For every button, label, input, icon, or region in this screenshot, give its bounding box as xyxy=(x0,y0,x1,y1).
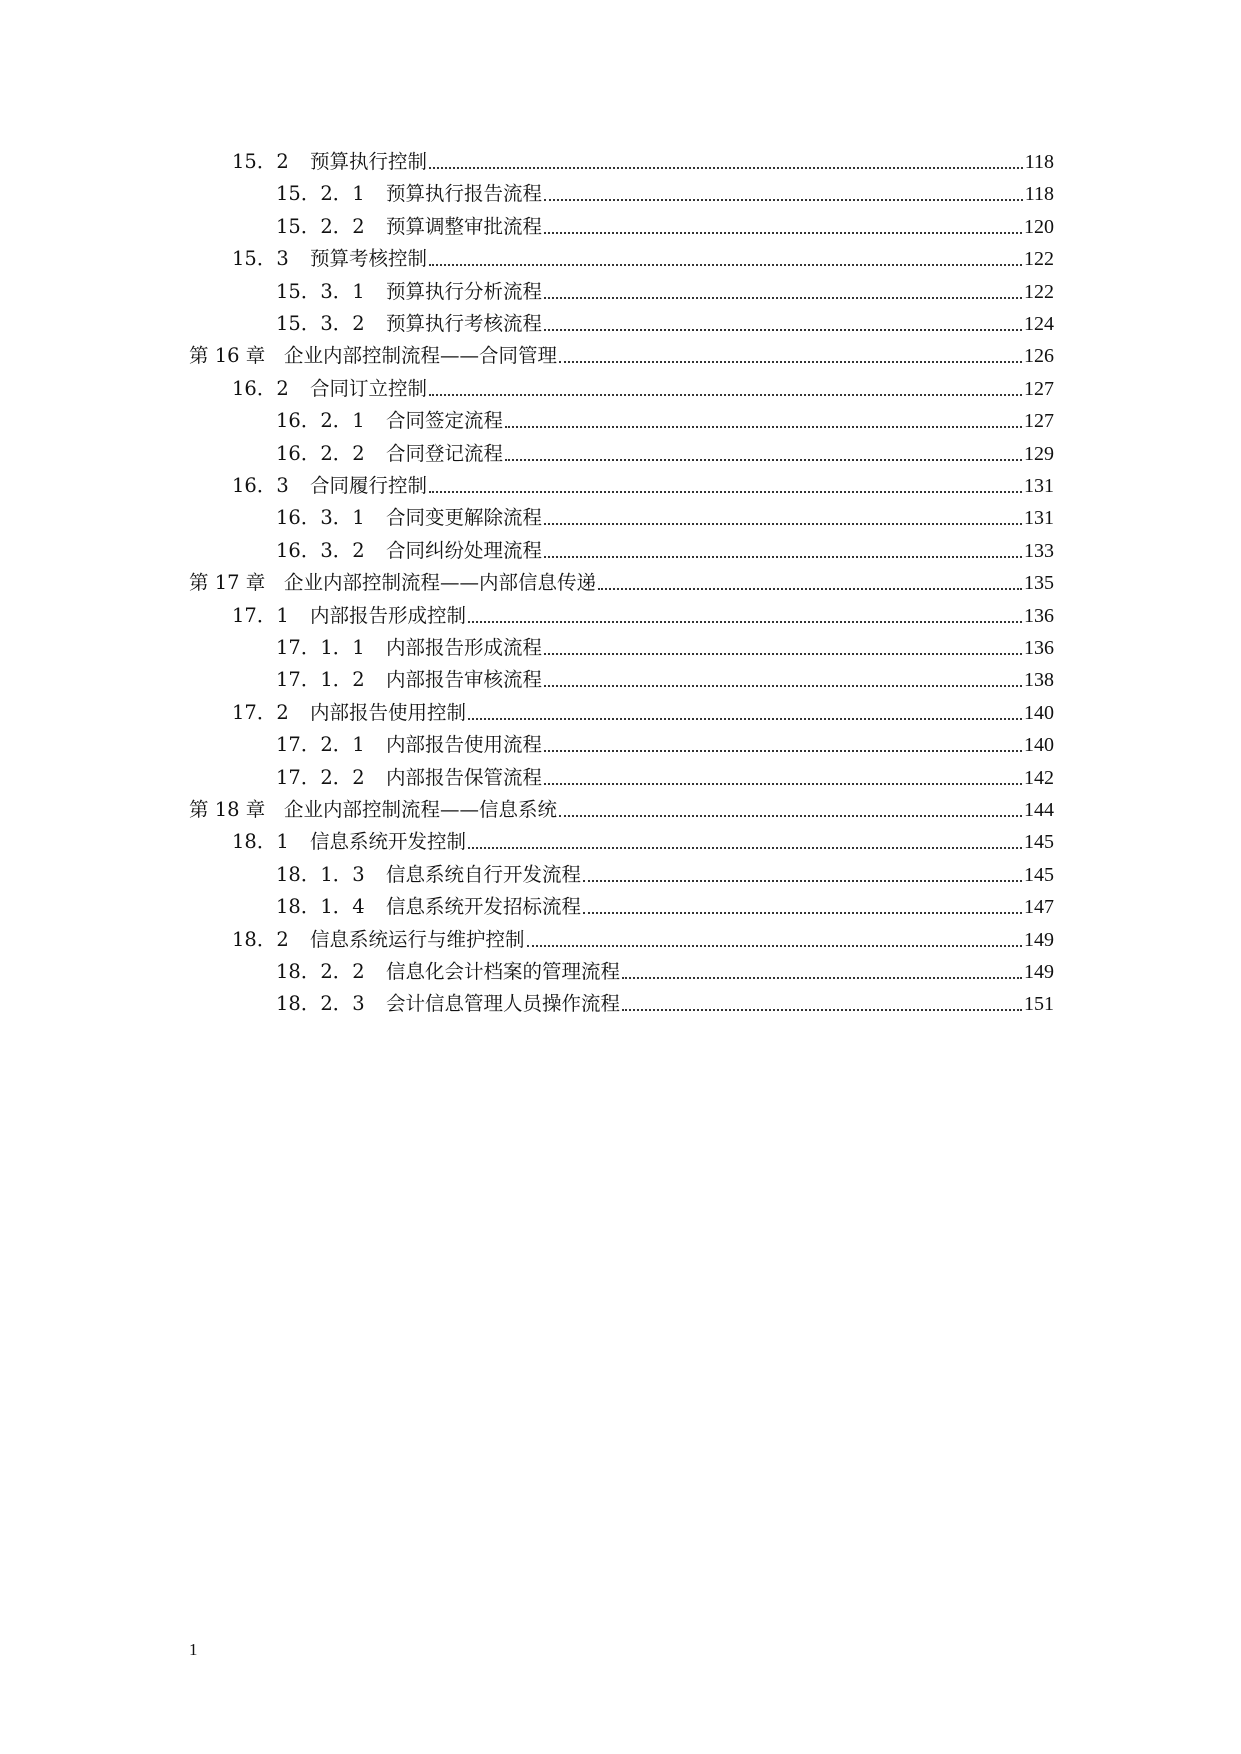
toc-dot-leader xyxy=(527,928,1022,952)
toc-entry-title: 会计信息管理人员操作流程 xyxy=(386,992,621,1016)
toc-entry-number: 16．2．1 xyxy=(276,409,365,433)
toc-entry-title: 内部报告使用控制 xyxy=(310,700,467,724)
toc-dot-leader xyxy=(544,215,1022,239)
toc-entry-page: 118 xyxy=(1024,183,1054,206)
toc-entry-number: 17．1．2 xyxy=(276,668,365,692)
toc-entry-page: 145 xyxy=(1024,831,1054,854)
toc-entry-number: 15．2 xyxy=(232,150,289,173)
toc-entry[interactable] xyxy=(276,758,1054,790)
toc-entry-title: 内部报告使用流程 xyxy=(386,733,543,757)
toc-entry-title: 内部报告形成流程 xyxy=(386,636,543,659)
toc-entry-title: 内部报告形成控制 xyxy=(310,603,467,627)
toc-dot-leader xyxy=(544,668,1022,692)
toc-entry-page: 122 xyxy=(1024,280,1054,303)
toc-entry[interactable] xyxy=(276,434,1054,466)
toc-entry-page: 124 xyxy=(1024,313,1054,335)
toc-entry-title: 企业内部控制流程——合同管理 xyxy=(284,344,558,368)
toc-entry-page: 120 xyxy=(1024,215,1054,238)
toc-entry-title: 内部报告审核流程 xyxy=(386,668,543,692)
toc-dot-leader xyxy=(429,150,1023,174)
toc-entry-title: 预算考核控制 xyxy=(310,247,428,271)
toc-entry-number: 16．2 xyxy=(232,376,289,400)
toc-entry[interactable] xyxy=(189,790,1054,822)
toc-entry-number: 17．2 xyxy=(232,700,289,724)
toc-entry-page: 118 xyxy=(1024,151,1054,173)
toc-entry-number: 第 16 章 xyxy=(189,344,266,368)
toc-dot-leader xyxy=(544,636,1022,660)
toc-entry-page: 131 xyxy=(1024,507,1054,530)
toc-entry[interactable] xyxy=(276,401,1054,433)
toc-entry-page: 142 xyxy=(1024,766,1054,789)
toc-entry-page: 145 xyxy=(1024,863,1054,886)
toc-entry-title: 预算调整审批流程 xyxy=(386,214,543,238)
toc-entry-number: 18．1 xyxy=(232,830,289,854)
toc-entry[interactable] xyxy=(276,531,1054,563)
toc-entry-number: 16．2．2 xyxy=(276,441,365,465)
toc-entry-title: 信息系统开发控制 xyxy=(310,830,467,854)
toc-entry-title: 信息系统自行开发流程 xyxy=(386,862,582,886)
toc-entry-page: 149 xyxy=(1024,961,1054,983)
toc-entry-title: 信息化会计档案的管理流程 xyxy=(386,960,621,983)
toc-entry-title: 预算执行控制 xyxy=(310,150,428,173)
toc-dot-leader xyxy=(583,895,1022,919)
toc-entry-title: 企业内部控制流程——信息系统 xyxy=(284,798,558,821)
toc-entry[interactable] xyxy=(232,693,1054,725)
toc-entry-number: 17．1 xyxy=(232,603,289,627)
toc-entry[interactable] xyxy=(232,239,1054,271)
toc-entry-number: 15．2．2 xyxy=(276,214,365,238)
toc-entry-page: 140 xyxy=(1024,701,1054,724)
toc-entry-number: 18．1．4 xyxy=(276,895,365,919)
toc-dot-leader xyxy=(544,182,1023,206)
toc-entry[interactable] xyxy=(276,628,1054,660)
toc-entry-page: 127 xyxy=(1024,410,1054,433)
toc-entry-number: 15．2．1 xyxy=(276,182,365,206)
toc-entry[interactable] xyxy=(276,174,1054,206)
toc-entry-page: 122 xyxy=(1024,248,1054,271)
toc-entry-number: 17．2．2 xyxy=(276,765,365,789)
toc-dot-leader xyxy=(429,377,1022,401)
toc-entry-title: 信息系统运行与维护控制 xyxy=(310,927,525,951)
toc-entry-number: 18．2．2 xyxy=(276,960,365,983)
toc-entry-number: 15．3 xyxy=(232,247,289,271)
toc-entry[interactable] xyxy=(276,498,1054,530)
toc-entry[interactable] xyxy=(276,855,1054,887)
toc-entry[interactable] xyxy=(276,660,1054,692)
toc-dot-leader xyxy=(429,247,1022,271)
toc-entry-page: 135 xyxy=(1024,572,1054,595)
toc-entry-number: 18．1．3 xyxy=(276,862,365,886)
toc-entry-page: 147 xyxy=(1024,896,1054,919)
toc-entry[interactable] xyxy=(232,596,1054,628)
toc-entry-page: 136 xyxy=(1024,604,1054,627)
toc-entry[interactable] xyxy=(232,822,1054,854)
toc-entry[interactable] xyxy=(276,207,1054,239)
toc-dot-leader xyxy=(544,539,1022,563)
toc-entry[interactable] xyxy=(232,369,1054,401)
toc-dot-leader xyxy=(622,960,1022,984)
toc-dot-leader xyxy=(598,571,1022,595)
toc-entry-number: 15．3．2 xyxy=(276,312,365,335)
toc-entry-number: 17．2．1 xyxy=(276,733,365,757)
toc-entry[interactable] xyxy=(276,887,1054,919)
toc-entry-page: 133 xyxy=(1024,539,1054,562)
toc-dot-leader xyxy=(468,701,1022,725)
toc-entry-page: 151 xyxy=(1024,993,1054,1016)
toc-dot-leader xyxy=(559,798,1022,822)
toc-dot-leader xyxy=(544,766,1022,790)
toc-entry-number: 第 17 章 xyxy=(189,571,266,595)
toc-dot-leader xyxy=(468,604,1022,628)
toc-entry-page: 131 xyxy=(1024,475,1054,497)
toc-entry-page: 136 xyxy=(1024,637,1054,659)
toc-entry-number: 第 18 章 xyxy=(189,798,266,821)
toc-entry-title: 合同签定流程 xyxy=(386,409,504,433)
toc-entry-page: 127 xyxy=(1024,377,1054,400)
toc-dot-leader xyxy=(505,442,1022,466)
toc-entry[interactable] xyxy=(276,984,1054,1016)
toc-entry-number: 16．3．2 xyxy=(276,538,365,562)
toc-entry[interactable] xyxy=(232,466,1054,498)
toc-dot-leader xyxy=(559,344,1022,368)
toc-entry-title: 信息系统开发招标流程 xyxy=(386,895,582,919)
toc-dot-leader xyxy=(544,733,1022,757)
toc-entry-page: 129 xyxy=(1024,442,1054,465)
toc-dot-leader xyxy=(429,474,1022,498)
toc-entry-title: 合同订立控制 xyxy=(310,376,428,400)
toc-entry-title: 内部报告保管流程 xyxy=(386,765,543,789)
toc-dot-leader xyxy=(544,312,1022,336)
toc-entry-number: 16．3 xyxy=(232,474,289,497)
toc-entry-title: 合同登记流程 xyxy=(386,441,504,465)
toc-entry-number: 18．2．3 xyxy=(276,992,365,1016)
toc-dot-leader xyxy=(544,506,1022,530)
toc-entry-page: 138 xyxy=(1024,669,1054,692)
toc-entry[interactable] xyxy=(189,563,1054,595)
toc-entry-title: 合同纠纷处理流程 xyxy=(386,538,543,562)
toc-entry[interactable] xyxy=(276,725,1054,757)
toc-entry-title: 合同变更解除流程 xyxy=(386,506,543,530)
toc-entry[interactable] xyxy=(276,952,1054,984)
toc-entry-number: 16．3．1 xyxy=(276,506,365,530)
toc-entry-page: 144 xyxy=(1024,799,1054,821)
toc-entry-title: 预算执行报告流程 xyxy=(386,182,543,206)
toc-entry[interactable] xyxy=(232,142,1054,174)
toc-dot-leader xyxy=(544,280,1022,304)
toc-dot-leader xyxy=(505,409,1022,433)
toc-entry-number: 17．1．1 xyxy=(276,636,365,659)
toc-entry-page: 149 xyxy=(1024,928,1054,951)
toc-entry-title: 合同履行控制 xyxy=(310,474,428,497)
toc-dot-leader xyxy=(583,863,1022,887)
toc-entry-page: 126 xyxy=(1024,345,1054,368)
toc-entry[interactable] xyxy=(276,304,1054,336)
toc-entry[interactable] xyxy=(232,920,1054,952)
toc-entry-page: 140 xyxy=(1024,734,1054,757)
page-number: 1 xyxy=(189,1640,198,1659)
toc-dot-leader xyxy=(468,830,1022,854)
toc-entry-title: 预算执行分析流程 xyxy=(386,279,543,303)
toc-dot-leader xyxy=(622,992,1022,1016)
toc-entry[interactable] xyxy=(189,336,1054,368)
toc-entry-number: 15．3．1 xyxy=(276,279,365,303)
toc-entry-number: 18．2 xyxy=(232,927,289,951)
toc-entry[interactable] xyxy=(276,272,1054,304)
toc-entry-title: 预算执行考核流程 xyxy=(386,312,543,335)
toc-entry-title: 企业内部控制流程——内部信息传递 xyxy=(284,571,597,595)
